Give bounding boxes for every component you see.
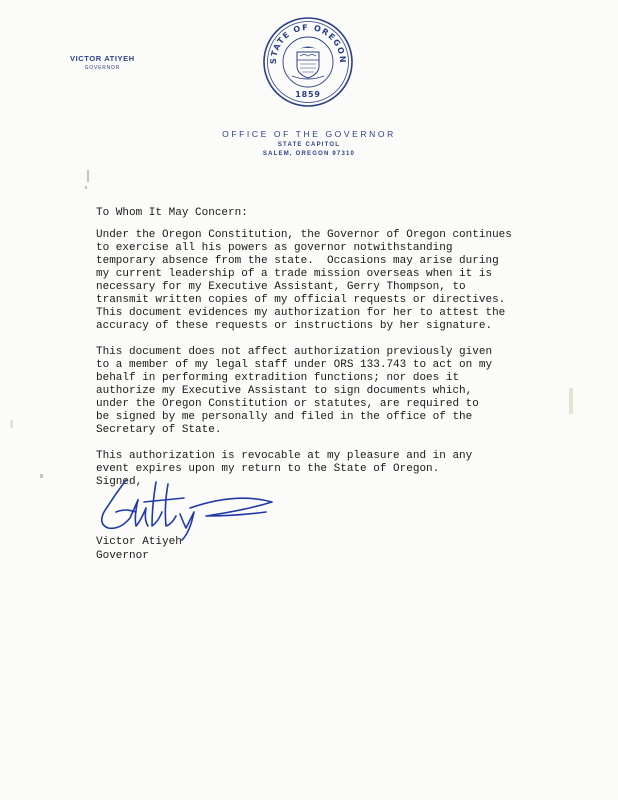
seal-text-top: STATE OF OREGON — [268, 22, 348, 65]
paragraph-2: This document does not affect authorization previously given to a member of my legal staff under ORS 133.743 to act on my behalf in performing extradition functions; nor does it authorize my Executive Assistant to sign documents which, under the Oregon Constitution or statutes, are required to be signed by me personally and filed in the office of the Secretary of State. — [96, 346, 493, 436]
office-building: STATE CAPITOL — [277, 142, 341, 148]
salutation: To Whom It May Concern: — [96, 207, 248, 219]
paper-speck — [40, 474, 43, 478]
paragraph-3: This authorization is revocable at my pleasure and in any event expires upon my return to the State of Oregon. — [96, 450, 473, 475]
sender-block — [70, 54, 135, 71]
letter-body — [96, 207, 566, 490]
state-seal-icon — [262, 16, 354, 108]
closing: Signed, — [96, 476, 143, 488]
svg-text:STATE OF OREGON — [269, 23, 347, 64]
paper-speck — [87, 170, 89, 182]
office-title: OFFICE OF THE GOVERNOR — [222, 129, 396, 139]
handwritten-signature — [86, 472, 276, 542]
paper-speck — [10, 420, 13, 428]
sender-name: VICTOR ATIYEH — [70, 54, 135, 63]
paragraph-1: Under the Oregon Constitution, the Governor of Oregon continues to exercise all his powers as governor notwithstanding temporary absence from the state. Occasions may arise during my current leadership of a trade mission overseas when it is necessary for my Executive Assistant, Gerry Thompson, to transmit written copies of my official requests or directives. This document evidences my authorization for her to attest the accuracy of these requests or instructions by her signature. — [96, 229, 512, 332]
office-city: SALEM, OREGON 97310 — [262, 151, 356, 157]
sender-title: GOVERNOR — [84, 65, 121, 71]
signer-title: Governor — [96, 550, 149, 562]
office-block — [0, 129, 618, 157]
signer-name: Victor Atiyeh — [96, 536, 182, 548]
seal-year: 1859 — [295, 90, 321, 99]
paper-speck — [569, 388, 573, 414]
paper-speck — [85, 186, 87, 189]
